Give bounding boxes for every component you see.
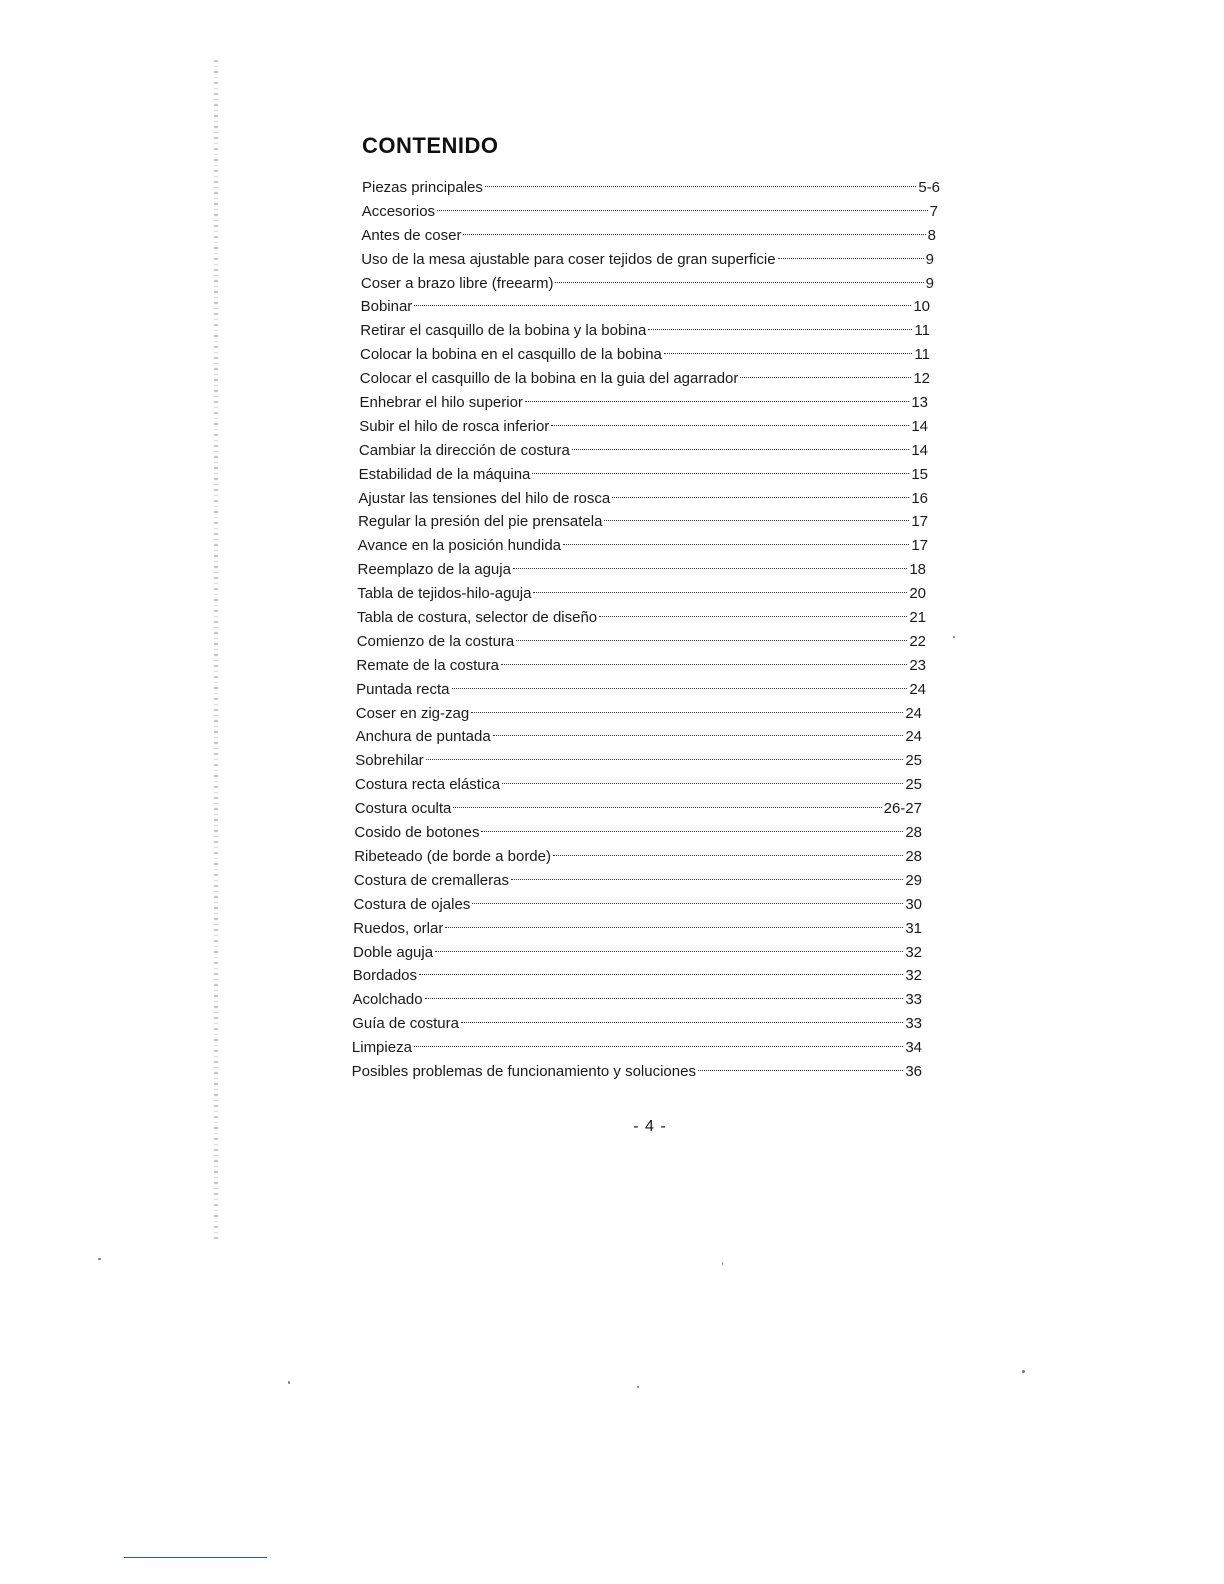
toc-entry-page: 12 bbox=[913, 370, 930, 388]
toc-entry bbox=[358, 558, 927, 582]
dot-leader bbox=[472, 903, 903, 904]
toc-entry-label: Costura de cremalleras bbox=[353, 871, 509, 889]
toc-entry-label: Enhebrar el hilo superior bbox=[359, 394, 523, 412]
toc-entry bbox=[353, 941, 922, 965]
toc-entry-label: Avance en la posición hundida bbox=[357, 537, 562, 555]
toc-entry-page: 15 bbox=[911, 465, 928, 483]
toc-entry-label: Anchura de puntada bbox=[355, 728, 491, 746]
dot-leader bbox=[425, 998, 904, 999]
toc-entry-label: Subir el hilo de rosca inferior bbox=[359, 417, 550, 435]
toc-entry-label: Piezas principales bbox=[362, 179, 483, 196]
toc-entry-page: 9 bbox=[925, 250, 934, 268]
toc-entry-label: Uso de la mesa ajustable para coser tejidos de gran superficie bbox=[361, 250, 776, 268]
toc-entry bbox=[361, 224, 936, 248]
dot-leader bbox=[778, 258, 924, 259]
dot-leader bbox=[648, 329, 912, 330]
toc-entry bbox=[354, 893, 922, 917]
dot-leader bbox=[453, 807, 881, 808]
toc-entry-page: 36 bbox=[905, 1062, 922, 1080]
toc-entry-page: 28 bbox=[905, 847, 922, 865]
dot-leader bbox=[452, 688, 908, 689]
scan-speck bbox=[953, 636, 955, 638]
toc-entry-page: 34 bbox=[905, 1039, 922, 1057]
toc-entry-label: Retirar el casquillo de la bobina y la bobina bbox=[360, 322, 647, 340]
toc-entry-page: 31 bbox=[905, 919, 922, 937]
toc-entry-page: 29 bbox=[905, 871, 922, 889]
scan-speck bbox=[722, 1262, 723, 1265]
toc-entry-page: 14 bbox=[911, 417, 928, 435]
toc-entry-page: 32 bbox=[905, 967, 922, 985]
toc-entry-label: Costura recta elástica bbox=[355, 776, 501, 794]
dot-leader bbox=[481, 831, 903, 832]
binding-edge-artifact bbox=[214, 60, 218, 1240]
dot-leader bbox=[511, 879, 903, 880]
toc-entry-label: Coser en zig-zag bbox=[355, 704, 470, 722]
toc-entry bbox=[357, 606, 926, 630]
toc-entry-label: Accesorios bbox=[361, 202, 436, 220]
toc-entry-label: Costura oculta bbox=[354, 800, 452, 818]
toc-entry bbox=[360, 391, 929, 415]
toc-entry bbox=[353, 988, 923, 1012]
dot-leader bbox=[612, 497, 909, 498]
toc-entry bbox=[360, 343, 930, 367]
scan-speck bbox=[637, 1386, 639, 1388]
dot-leader bbox=[419, 974, 903, 975]
toc-entry-page: 16 bbox=[911, 489, 928, 507]
toc-entry bbox=[355, 749, 922, 773]
toc-entry bbox=[356, 725, 922, 749]
dot-leader bbox=[437, 210, 928, 211]
toc-entry bbox=[358, 534, 928, 558]
toc-entry bbox=[357, 582, 926, 606]
toc-entry bbox=[353, 917, 922, 941]
toc-entry-page: 8 bbox=[927, 226, 936, 244]
dot-leader bbox=[463, 234, 925, 235]
scan-speck bbox=[288, 1381, 290, 1384]
toc-entry-page: 23 bbox=[909, 656, 926, 674]
toc-entry-label: Colocar la bobina en el casquillo de la bobina bbox=[360, 346, 662, 364]
toc-entry bbox=[361, 248, 934, 272]
dot-leader bbox=[604, 520, 909, 521]
dot-leader bbox=[426, 759, 904, 760]
toc-entry bbox=[358, 487, 928, 511]
toc-entry-page: 11 bbox=[914, 322, 930, 340]
toc-entry bbox=[352, 1012, 922, 1036]
toc-entry bbox=[359, 463, 928, 487]
toc-entry bbox=[354, 821, 922, 845]
dot-leader bbox=[414, 1046, 903, 1047]
toc-entry-page: 17 bbox=[911, 537, 928, 555]
toc-entry-label: Regular la presión del pie prensatela bbox=[358, 513, 603, 531]
dot-leader bbox=[599, 616, 907, 617]
toc-entry-label: Puntada recta bbox=[356, 680, 450, 698]
table-of-contents bbox=[350, 176, 940, 1084]
toc-entry-page: 17 bbox=[911, 513, 928, 531]
toc-entry bbox=[362, 200, 938, 224]
toc-entry bbox=[356, 654, 926, 678]
toc-entry-page: 24 bbox=[909, 680, 926, 698]
dot-leader bbox=[740, 377, 911, 378]
dot-leader bbox=[572, 449, 909, 450]
toc-entry-label: Costura de ojales bbox=[353, 895, 471, 913]
footer-rule bbox=[124, 1557, 267, 1558]
toc-entry-label: Colocar el casquillo de la bobina en la guia del agarrador bbox=[359, 370, 739, 388]
toc-entry-label: Ribeteado (de borde a borde) bbox=[354, 847, 551, 865]
toc-entry bbox=[356, 678, 926, 702]
dot-leader bbox=[532, 473, 909, 474]
toc-entry-label: Doble aguja bbox=[353, 943, 434, 961]
toc-entry bbox=[360, 367, 930, 391]
toc-entry-page: 5-6 bbox=[918, 179, 940, 196]
toc-entry-label: Ajustar las tensiones del hilo de rosca bbox=[358, 489, 611, 507]
toc-entry-label: Cosido de botones bbox=[354, 824, 480, 842]
dot-leader bbox=[502, 783, 903, 784]
scan-speck bbox=[98, 1258, 101, 1260]
toc-entry-page: 18 bbox=[909, 561, 926, 579]
toc-entry bbox=[355, 797, 922, 821]
dot-leader bbox=[698, 1070, 903, 1071]
toc-entry-label: Acolchado bbox=[352, 991, 423, 1009]
page-title: CONTENIDO bbox=[362, 132, 499, 158]
dot-leader bbox=[471, 712, 903, 713]
toc-entry-page: 7 bbox=[929, 202, 938, 220]
dot-leader bbox=[563, 544, 909, 545]
toc-entry bbox=[354, 869, 922, 893]
dot-leader bbox=[445, 927, 903, 928]
toc-entry-page: 33 bbox=[905, 1015, 922, 1033]
dot-leader bbox=[435, 951, 903, 952]
toc-entry-page: 25 bbox=[905, 752, 922, 770]
toc-entry-page: 21 bbox=[909, 609, 926, 627]
toc-entry-label: Tabla de tejidos-hilo-aguja bbox=[357, 585, 532, 603]
toc-entry bbox=[355, 773, 922, 797]
toc-entry bbox=[353, 964, 922, 988]
toc-entry-label: Reemplazo de la aguja bbox=[357, 561, 511, 579]
toc-entry bbox=[361, 295, 930, 319]
toc-entry-page: 22 bbox=[909, 632, 926, 650]
toc-entry-label: Bordados bbox=[352, 967, 418, 985]
dot-leader bbox=[553, 855, 903, 856]
toc-entry-label: Remate de la costura bbox=[356, 656, 499, 674]
toc-entry-page: 14 bbox=[911, 441, 928, 459]
toc-entry-page: 33 bbox=[905, 991, 922, 1009]
toc-entry-page: 32 bbox=[905, 943, 922, 961]
toc-entry bbox=[358, 510, 928, 534]
toc-entry-label: Coser a brazo libre (freearm) bbox=[360, 274, 554, 292]
dot-leader bbox=[525, 401, 909, 402]
toc-entry-label: Antes de coser bbox=[361, 226, 462, 244]
toc-entry-page: 11 bbox=[914, 346, 930, 364]
toc-entry bbox=[359, 415, 928, 439]
toc-entry-label: Comienzo de la costura bbox=[356, 632, 515, 650]
toc-entry-page: 10 bbox=[913, 298, 930, 316]
toc-entry-page: 20 bbox=[909, 585, 926, 603]
toc-entry bbox=[362, 176, 940, 200]
dot-leader bbox=[555, 282, 923, 283]
toc-entry bbox=[359, 439, 928, 463]
toc-entry bbox=[354, 845, 922, 869]
dot-leader bbox=[513, 568, 907, 569]
toc-entry-page: 13 bbox=[911, 394, 928, 412]
toc-entry-page: 24 bbox=[905, 728, 922, 746]
dot-leader bbox=[414, 305, 911, 306]
toc-entry-label: Tabla de costura, selector de diseño bbox=[357, 609, 598, 627]
dot-leader bbox=[485, 186, 916, 187]
toc-entry bbox=[356, 702, 922, 726]
dot-leader bbox=[461, 1022, 903, 1023]
dot-leader bbox=[664, 353, 913, 354]
page-number: - 4 - bbox=[633, 1118, 667, 1135]
toc-entry bbox=[360, 319, 930, 343]
dot-leader bbox=[501, 664, 907, 665]
toc-entry bbox=[352, 1036, 922, 1060]
toc-entry-label: Sobrehilar bbox=[355, 752, 424, 770]
toc-entry-label: Bobinar bbox=[360, 298, 413, 316]
toc-entry-label: Guía de costura bbox=[352, 1015, 459, 1033]
toc-entry-page: 30 bbox=[905, 895, 922, 913]
toc-entry-page: 24 bbox=[905, 704, 922, 722]
toc-entry-label: Ruedos, orlar bbox=[353, 919, 444, 937]
toc-entry bbox=[352, 1060, 922, 1084]
scan-speck bbox=[1022, 1370, 1025, 1373]
dot-leader bbox=[516, 640, 907, 641]
toc-entry-label: Limpieza bbox=[351, 1039, 412, 1057]
toc-entry-page: 28 bbox=[905, 824, 922, 842]
toc-entry-label: Estabilidad de la máquina bbox=[358, 465, 531, 483]
toc-entry-label: Cambiar la dirección de costura bbox=[358, 441, 570, 459]
dot-leader bbox=[533, 592, 907, 593]
toc-entry bbox=[357, 630, 926, 654]
dot-leader bbox=[551, 425, 909, 426]
toc-entry-page: 25 bbox=[905, 776, 922, 794]
toc-entry-page: 26-27 bbox=[883, 800, 922, 818]
toc-entry-page: 9 bbox=[925, 274, 934, 292]
dot-leader bbox=[493, 735, 904, 736]
toc-entry-label: Posibles problemas de funcionamiento y soluciones bbox=[351, 1062, 696, 1080]
toc-entry bbox=[361, 272, 934, 296]
